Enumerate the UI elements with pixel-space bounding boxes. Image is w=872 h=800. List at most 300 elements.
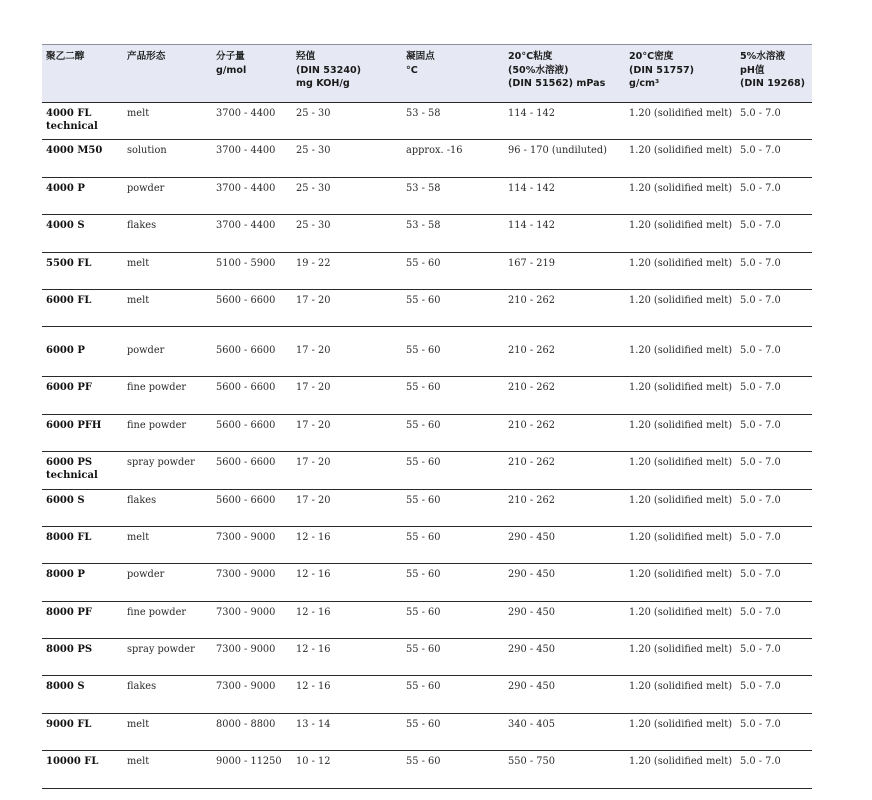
cell-freezing-point bbox=[402, 327, 504, 377]
cell-freezing-point bbox=[402, 377, 504, 414]
cell-molecular-weight bbox=[212, 713, 292, 750]
cell-text: 17 - 20 bbox=[296, 382, 331, 394]
cell-ph bbox=[736, 377, 812, 414]
header-molecular-weight bbox=[212, 45, 292, 103]
cell-text: 6000 PF bbox=[46, 382, 92, 394]
cell-hydroxyl-value bbox=[292, 215, 402, 252]
cell-text: 12 - 16 bbox=[296, 644, 331, 656]
cell-text: 114 - 142 bbox=[508, 220, 555, 232]
cell-form bbox=[123, 289, 212, 326]
cell-text: 7300 - 9000 bbox=[216, 531, 276, 543]
cell-freezing-point bbox=[402, 751, 504, 788]
table-row bbox=[42, 639, 812, 676]
cell-text: 4000 M50 bbox=[46, 145, 103, 157]
cell-text: 1.20 (solidified melt) bbox=[629, 569, 733, 581]
cell-text: 10 - 12 bbox=[296, 756, 331, 768]
header-density bbox=[625, 45, 736, 103]
header-line: g/cm³ bbox=[629, 78, 660, 89]
cell-molecular-weight bbox=[212, 564, 292, 601]
cell-density bbox=[625, 676, 736, 713]
cell-hydroxyl-value bbox=[292, 639, 402, 676]
cell-text: 5600 - 6600 bbox=[216, 494, 276, 506]
cell-text: melt bbox=[127, 718, 150, 730]
cell-text: 3700 - 4400 bbox=[216, 145, 276, 157]
cell-text: 5.0 - 7.0 bbox=[740, 756, 781, 768]
cell-text: 12 - 16 bbox=[296, 681, 331, 693]
cell-ph bbox=[736, 601, 812, 638]
table-row bbox=[42, 377, 812, 414]
header-line: 20°C密度 bbox=[629, 51, 674, 62]
cell-text: 7300 - 9000 bbox=[216, 681, 276, 693]
cell-text: 8000 PF bbox=[46, 606, 92, 618]
cell-hydroxyl-value bbox=[292, 564, 402, 601]
cell-product bbox=[42, 289, 123, 326]
cell-form bbox=[123, 564, 212, 601]
cell-form bbox=[123, 103, 212, 140]
cell-text: 9000 - 11250 bbox=[216, 756, 282, 768]
header-line: 聚乙二醇 bbox=[46, 51, 85, 62]
cell-ph bbox=[736, 676, 812, 713]
cell-ph bbox=[736, 564, 812, 601]
cell-text: 1.20 (solidified melt) bbox=[629, 718, 733, 730]
header-line: (50%水溶液) bbox=[508, 64, 569, 76]
cell-density bbox=[625, 526, 736, 563]
cell-hydroxyl-value bbox=[292, 140, 402, 177]
table-row bbox=[42, 452, 812, 489]
cell-density bbox=[625, 289, 736, 326]
table-row bbox=[42, 564, 812, 601]
table-row bbox=[42, 327, 812, 377]
cell-text: 6000 PFH bbox=[46, 419, 102, 431]
cell-text: 1.20 (solidified melt) bbox=[629, 606, 733, 618]
cell-text: 5.0 - 7.0 bbox=[740, 531, 781, 543]
cell-text: 5.0 - 7.0 bbox=[740, 419, 781, 431]
cell-form bbox=[123, 489, 212, 526]
cell-product bbox=[42, 489, 123, 526]
cell-molecular-weight bbox=[212, 327, 292, 377]
cell-viscosity bbox=[504, 751, 625, 788]
cell-product bbox=[42, 751, 123, 788]
cell-text: 340 - 405 bbox=[508, 718, 555, 730]
cell-product bbox=[42, 452, 123, 489]
cell-text: 10000 FL bbox=[46, 756, 99, 768]
cell-text: 1.20 (solidified melt) bbox=[629, 294, 733, 306]
product-spec-table bbox=[42, 45, 812, 789]
table-row bbox=[42, 177, 812, 214]
cell-text: 6000 PS technical bbox=[46, 457, 98, 481]
cell-text: 5.0 - 7.0 bbox=[740, 108, 781, 119]
cell-text: 5600 - 6600 bbox=[216, 382, 276, 394]
cell-hydroxyl-value bbox=[292, 452, 402, 489]
cell-text: 12 - 16 bbox=[296, 531, 331, 543]
cell-freezing-point bbox=[402, 564, 504, 601]
header-ph-value bbox=[736, 45, 812, 103]
cell-density bbox=[625, 252, 736, 289]
cell-text: 17 - 20 bbox=[296, 419, 331, 431]
cell-product bbox=[42, 215, 123, 252]
cell-text: powder bbox=[127, 345, 165, 357]
cell-viscosity bbox=[504, 452, 625, 489]
cell-molecular-weight bbox=[212, 639, 292, 676]
cell-form bbox=[123, 177, 212, 214]
table-row bbox=[42, 489, 812, 526]
cell-text: 1.20 (solidified melt) bbox=[629, 145, 733, 157]
cell-text: 3700 - 4400 bbox=[216, 220, 276, 232]
cell-molecular-weight bbox=[212, 103, 292, 140]
cell-text: fine powder bbox=[127, 419, 187, 431]
table-row bbox=[42, 676, 812, 713]
table-row bbox=[42, 215, 812, 252]
cell-text: 5600 - 6600 bbox=[216, 419, 276, 431]
cell-molecular-weight bbox=[212, 215, 292, 252]
cell-text: 1.20 (solidified melt) bbox=[629, 419, 733, 431]
cell-ph bbox=[736, 327, 812, 377]
cell-text: 1.20 (solidified melt) bbox=[629, 457, 733, 469]
table-row bbox=[42, 601, 812, 638]
cell-ph bbox=[736, 414, 812, 451]
cell-density bbox=[625, 751, 736, 788]
cell-form bbox=[123, 414, 212, 451]
cell-product bbox=[42, 103, 123, 140]
cell-form bbox=[123, 377, 212, 414]
table-body bbox=[42, 103, 812, 789]
table-row bbox=[42, 713, 812, 750]
cell-text: 55 - 60 bbox=[406, 569, 441, 581]
cell-text: 7300 - 9000 bbox=[216, 606, 276, 618]
cell-freezing-point bbox=[402, 639, 504, 676]
cell-text: 55 - 60 bbox=[406, 644, 441, 656]
cell-text: 5.0 - 7.0 bbox=[740, 606, 781, 618]
header-freezing-point bbox=[402, 45, 504, 103]
cell-text: 55 - 60 bbox=[406, 419, 441, 431]
cell-text: 1.20 (solidified melt) bbox=[629, 382, 733, 394]
cell-hydroxyl-value bbox=[292, 377, 402, 414]
cell-text: fine powder bbox=[127, 382, 187, 394]
cell-text: 6000 S bbox=[46, 494, 85, 506]
cell-product bbox=[42, 414, 123, 451]
cell-text: 290 - 450 bbox=[508, 606, 555, 618]
cell-text: 550 - 750 bbox=[508, 756, 555, 768]
cell-density bbox=[625, 327, 736, 377]
cell-text: 5.0 - 7.0 bbox=[740, 382, 781, 394]
table-row bbox=[42, 289, 812, 326]
cell-molecular-weight bbox=[212, 601, 292, 638]
cell-text: 53 - 58 bbox=[406, 108, 441, 119]
cell-product bbox=[42, 377, 123, 414]
cell-text: 1.20 (solidified melt) bbox=[629, 644, 733, 656]
cell-text: 55 - 60 bbox=[406, 531, 441, 543]
cell-hydroxyl-value bbox=[292, 489, 402, 526]
table-row bbox=[42, 252, 812, 289]
table-header bbox=[42, 45, 812, 103]
cell-ph bbox=[736, 140, 812, 177]
cell-molecular-weight bbox=[212, 414, 292, 451]
cell-hydroxyl-value bbox=[292, 526, 402, 563]
cell-text: 17 - 20 bbox=[296, 494, 331, 506]
cell-hydroxyl-value bbox=[292, 676, 402, 713]
cell-text: 290 - 450 bbox=[508, 681, 555, 693]
cell-text: 4000 S bbox=[46, 220, 85, 232]
cell-text: 96 - 170 (undiluted) bbox=[508, 145, 607, 157]
header-line: °C bbox=[406, 64, 418, 76]
cell-text: 55 - 60 bbox=[406, 494, 441, 506]
cell-text: approx. -16 bbox=[406, 145, 463, 157]
cell-text: 17 - 20 bbox=[296, 457, 331, 469]
cell-ph bbox=[736, 639, 812, 676]
cell-product bbox=[42, 140, 123, 177]
cell-text: 5.0 - 7.0 bbox=[740, 718, 781, 730]
cell-text: spray powder bbox=[127, 457, 195, 469]
cell-viscosity bbox=[504, 639, 625, 676]
cell-text: 3700 - 4400 bbox=[216, 108, 276, 119]
cell-form bbox=[123, 327, 212, 377]
cell-text: 55 - 60 bbox=[406, 681, 441, 693]
cell-text: 210 - 262 bbox=[508, 345, 555, 357]
cell-hydroxyl-value bbox=[292, 252, 402, 289]
header-line: (DIN 51757) bbox=[629, 64, 695, 76]
cell-ph bbox=[736, 103, 812, 140]
cell-text: 1.20 (solidified melt) bbox=[629, 494, 733, 506]
cell-text: 53 - 58 bbox=[406, 182, 441, 194]
cell-form bbox=[123, 713, 212, 750]
cell-text: flakes bbox=[127, 220, 157, 232]
cell-viscosity bbox=[504, 601, 625, 638]
cell-text: 8000 FL bbox=[46, 531, 92, 543]
cell-text: 210 - 262 bbox=[508, 419, 555, 431]
cell-text: 6000 FL bbox=[46, 294, 92, 306]
cell-text: 5.0 - 7.0 bbox=[740, 345, 781, 357]
cell-viscosity bbox=[504, 713, 625, 750]
cell-text: 5600 - 6600 bbox=[216, 457, 276, 469]
cell-text: 55 - 60 bbox=[406, 294, 441, 306]
cell-viscosity bbox=[504, 564, 625, 601]
cell-text: flakes bbox=[127, 681, 157, 693]
cell-text: 17 - 20 bbox=[296, 345, 331, 357]
header-hydroxyl-value bbox=[292, 45, 402, 103]
cell-text: 7300 - 9000 bbox=[216, 644, 276, 656]
header-line: 羟值 bbox=[296, 51, 316, 62]
cell-text: 1.20 (solidified melt) bbox=[629, 756, 733, 768]
cell-text: 5600 - 6600 bbox=[216, 345, 276, 357]
cell-text: 290 - 450 bbox=[508, 569, 555, 581]
cell-viscosity bbox=[504, 327, 625, 377]
cell-viscosity bbox=[504, 414, 625, 451]
cell-text: 8000 - 8800 bbox=[216, 718, 276, 730]
cell-text: 5.0 - 7.0 bbox=[740, 257, 781, 269]
cell-viscosity bbox=[504, 215, 625, 252]
header-line: mg KOH/g bbox=[296, 78, 350, 89]
cell-text: fine powder bbox=[127, 606, 187, 618]
cell-form bbox=[123, 215, 212, 252]
cell-ph bbox=[736, 177, 812, 214]
cell-freezing-point bbox=[402, 252, 504, 289]
cell-hydroxyl-value bbox=[292, 713, 402, 750]
cell-text: 8000 PS bbox=[46, 644, 93, 656]
cell-product bbox=[42, 564, 123, 601]
cell-text: 6000 P bbox=[46, 345, 85, 357]
cell-text: 5.0 - 7.0 bbox=[740, 182, 781, 194]
cell-freezing-point bbox=[402, 177, 504, 214]
cell-text: 25 - 30 bbox=[296, 182, 331, 194]
cell-text: 4000 P bbox=[46, 182, 85, 194]
cell-text: melt bbox=[127, 294, 150, 306]
cell-form bbox=[123, 252, 212, 289]
cell-density bbox=[625, 601, 736, 638]
cell-product bbox=[42, 676, 123, 713]
cell-molecular-weight bbox=[212, 177, 292, 214]
cell-ph bbox=[736, 215, 812, 252]
cell-product bbox=[42, 713, 123, 750]
cell-product bbox=[42, 177, 123, 214]
cell-text: 290 - 450 bbox=[508, 644, 555, 656]
cell-text: 55 - 60 bbox=[406, 345, 441, 357]
cell-viscosity bbox=[504, 177, 625, 214]
cell-form bbox=[123, 639, 212, 676]
cell-text: 5600 - 6600 bbox=[216, 294, 276, 306]
cell-density bbox=[625, 140, 736, 177]
cell-text: melt bbox=[127, 531, 150, 543]
cell-freezing-point bbox=[402, 489, 504, 526]
cell-ph bbox=[736, 713, 812, 750]
cell-freezing-point bbox=[402, 601, 504, 638]
cell-freezing-point bbox=[402, 140, 504, 177]
cell-molecular-weight bbox=[212, 289, 292, 326]
cell-density bbox=[625, 177, 736, 214]
cell-text: 210 - 262 bbox=[508, 382, 555, 394]
cell-text: 25 - 30 bbox=[296, 145, 331, 157]
cell-text: 1.20 (solidified melt) bbox=[629, 345, 733, 357]
cell-text: melt bbox=[127, 257, 150, 269]
cell-hydroxyl-value bbox=[292, 751, 402, 788]
cell-molecular-weight bbox=[212, 377, 292, 414]
cell-form bbox=[123, 676, 212, 713]
header-product bbox=[42, 45, 123, 103]
cell-form bbox=[123, 751, 212, 788]
cell-text: 5.0 - 7.0 bbox=[740, 681, 781, 693]
cell-density bbox=[625, 215, 736, 252]
cell-molecular-weight bbox=[212, 526, 292, 563]
cell-text: 5100 - 5900 bbox=[216, 257, 276, 269]
cell-form bbox=[123, 452, 212, 489]
cell-text: 9000 FL bbox=[46, 718, 92, 730]
cell-viscosity bbox=[504, 377, 625, 414]
cell-text: 55 - 60 bbox=[406, 457, 441, 469]
header-line: (DIN 53240) bbox=[296, 64, 362, 76]
header-row bbox=[42, 45, 812, 103]
cell-viscosity bbox=[504, 103, 625, 140]
cell-hydroxyl-value bbox=[292, 601, 402, 638]
header-line: 产品形态 bbox=[127, 51, 166, 62]
header-line: 5%水溶液 bbox=[740, 51, 786, 62]
cell-density bbox=[625, 639, 736, 676]
cell-molecular-weight bbox=[212, 252, 292, 289]
cell-ph bbox=[736, 452, 812, 489]
cell-form bbox=[123, 140, 212, 177]
cell-form bbox=[123, 526, 212, 563]
cell-text: 13 - 14 bbox=[296, 718, 331, 730]
cell-freezing-point bbox=[402, 676, 504, 713]
cell-text: 5.0 - 7.0 bbox=[740, 569, 781, 581]
cell-viscosity bbox=[504, 526, 625, 563]
cell-text: 5.0 - 7.0 bbox=[740, 457, 781, 469]
cell-density bbox=[625, 414, 736, 451]
cell-text: 114 - 142 bbox=[508, 182, 555, 194]
cell-density bbox=[625, 713, 736, 750]
cell-text: flakes bbox=[127, 494, 157, 506]
header-line: pH值 bbox=[740, 64, 765, 76]
cell-text: 5.0 - 7.0 bbox=[740, 220, 781, 232]
cell-viscosity bbox=[504, 676, 625, 713]
cell-hydroxyl-value bbox=[292, 327, 402, 377]
cell-freezing-point bbox=[402, 103, 504, 140]
cell-molecular-weight bbox=[212, 140, 292, 177]
cell-text: 55 - 60 bbox=[406, 606, 441, 618]
cell-text: 55 - 60 bbox=[406, 382, 441, 394]
cell-text: 25 - 30 bbox=[296, 108, 331, 119]
cell-text: 5.0 - 7.0 bbox=[740, 494, 781, 506]
header-line: 分子量 bbox=[216, 51, 245, 62]
cell-text: 5.0 - 7.0 bbox=[740, 294, 781, 306]
cell-freezing-point bbox=[402, 289, 504, 326]
cell-ph bbox=[736, 751, 812, 788]
cell-density bbox=[625, 564, 736, 601]
cell-viscosity bbox=[504, 140, 625, 177]
cell-text: 1.20 (solidified melt) bbox=[629, 681, 733, 693]
header-line: g/mol bbox=[216, 64, 247, 76]
table-row bbox=[42, 414, 812, 451]
cell-text: 1.20 (solidified melt) bbox=[629, 108, 733, 119]
cell-text: solution bbox=[127, 145, 167, 157]
cell-text: 7300 - 9000 bbox=[216, 569, 276, 581]
cell-product bbox=[42, 601, 123, 638]
cell-text: 114 - 142 bbox=[508, 108, 555, 119]
cell-text: 55 - 60 bbox=[406, 756, 441, 768]
cell-ph bbox=[736, 526, 812, 563]
cell-density bbox=[625, 489, 736, 526]
cell-molecular-weight bbox=[212, 676, 292, 713]
cell-hydroxyl-value bbox=[292, 177, 402, 214]
cell-text: 55 - 60 bbox=[406, 257, 441, 269]
cell-density bbox=[625, 377, 736, 414]
cell-text: 1.20 (solidified melt) bbox=[629, 257, 733, 269]
cell-hydroxyl-value bbox=[292, 414, 402, 451]
cell-viscosity bbox=[504, 252, 625, 289]
cell-text: 12 - 16 bbox=[296, 606, 331, 618]
cell-density bbox=[625, 103, 736, 140]
table-row bbox=[42, 140, 812, 177]
cell-text: spray powder bbox=[127, 644, 195, 656]
cell-form bbox=[123, 601, 212, 638]
cell-product bbox=[42, 252, 123, 289]
cell-text: 12 - 16 bbox=[296, 569, 331, 581]
cell-text: 210 - 262 bbox=[508, 294, 555, 306]
cell-freezing-point bbox=[402, 713, 504, 750]
cell-molecular-weight bbox=[212, 751, 292, 788]
cell-text: 4000 FL technical bbox=[46, 108, 98, 132]
table-row bbox=[42, 526, 812, 563]
cell-text: 55 - 60 bbox=[406, 718, 441, 730]
cell-text: 3700 - 4400 bbox=[216, 182, 276, 194]
cell-text: powder bbox=[127, 569, 165, 581]
cell-text: 25 - 30 bbox=[296, 220, 331, 232]
cell-text: 1.20 (solidified melt) bbox=[629, 182, 733, 194]
cell-text: 210 - 262 bbox=[508, 494, 555, 506]
cell-viscosity bbox=[504, 289, 625, 326]
cell-hydroxyl-value bbox=[292, 289, 402, 326]
table-row bbox=[42, 103, 812, 140]
cell-text: 19 - 22 bbox=[296, 257, 331, 269]
cell-freezing-point bbox=[402, 414, 504, 451]
